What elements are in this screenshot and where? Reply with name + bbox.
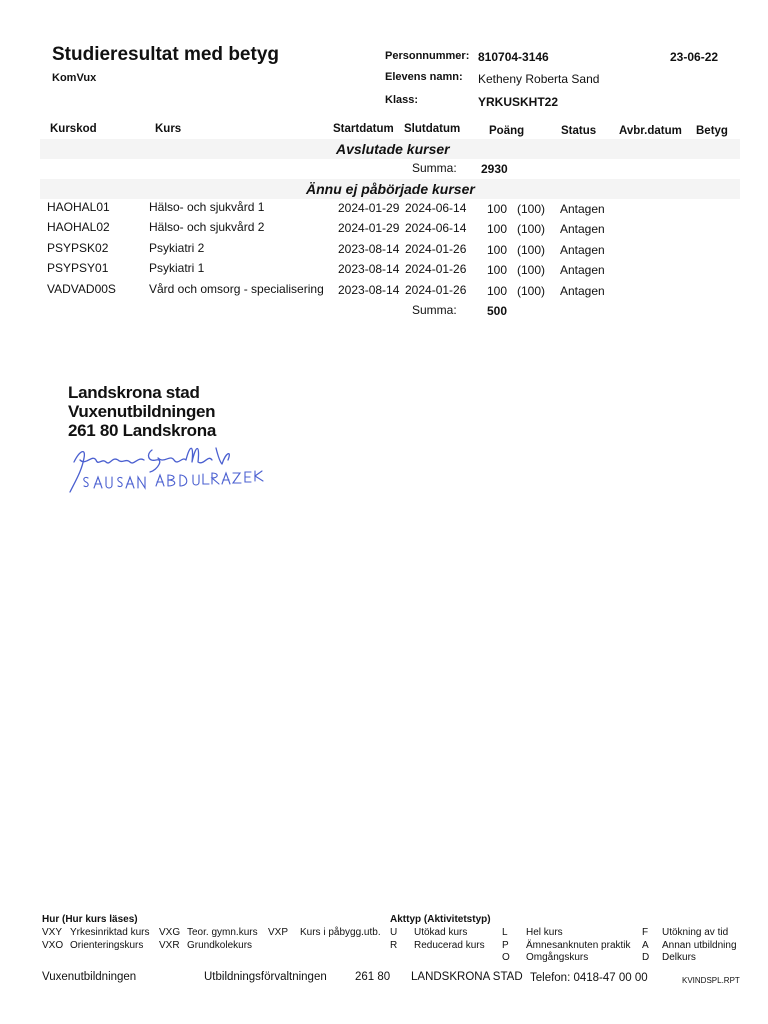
legend-text: Hel kurs [526,927,563,938]
legend-code: U [390,927,398,938]
course-points: 100 [487,263,508,277]
student-name-label: Elevens namn: [385,71,463,83]
course-start: 2023-08-14 [338,262,400,276]
course-name: Hälso- och sjukvård 2 [149,220,265,234]
course-name: Hälso- och sjukvård 1 [149,200,265,214]
signature-name [90,478,178,487]
legend-text: Grundkolekurs [187,940,253,951]
legend-text: Omgångskurs [526,952,589,963]
course-start: 2024-01-29 [338,221,400,235]
course-code: PSYPSY01 [47,261,109,275]
footer-postcode: 261 80 [355,971,391,983]
legend-code: VXO [42,940,64,951]
course-end: 2024-01-26 [405,262,467,276]
col-status: Status [561,125,597,137]
footer-city: LANDSKRONA STAD [411,971,523,983]
legend-code: P [502,940,509,951]
course-start: 2024-01-29 [338,201,400,215]
col-avbrdatum: Avbr.datum [619,125,682,137]
legend-text: Yrkesinriktad kurs [70,927,150,938]
col-poang: Poäng [489,125,525,137]
course-status: Antagen [560,284,605,298]
course-name: Psykiatri 2 [149,241,205,255]
legend-text: Utökad kurs [414,927,468,938]
section-title-upcoming: Ännu ej påbörjade kurser [306,181,475,197]
course-points-paren: (100) [517,263,546,277]
course-start: 2023-08-14 [338,242,400,256]
footer-org: Vuxenutbildningen [42,971,137,983]
course-points-paren: (100) [517,222,546,236]
personnummer-value: 810704-3146 [478,50,549,64]
course-points: 100 [487,243,508,257]
legend-text: Delkurs [662,952,696,963]
legend-text: Annan utbildning [662,940,737,951]
course-points-paren: (100) [517,284,546,298]
course-status: Antagen [560,222,605,236]
course-points: 100 [487,222,508,236]
sum-value-upcoming: 500 [487,304,508,318]
legend-code: A [642,940,649,951]
class-label: Klass: [385,94,419,106]
page-subtitle: KomVux [52,72,97,84]
col-kurs: Kurs [155,123,182,135]
col-kurskod: Kurskod [50,123,97,135]
student-name-value: Ketheny Roberta Sand [478,72,600,86]
course-end: 2024-01-26 [405,283,467,297]
signature [66,440,276,500]
course-code: PSYPSK02 [47,241,109,255]
course-code: VADVAD00S [47,282,116,296]
sum-label-completed: Summa: [412,161,457,175]
col-slutdatum: Slutdatum [404,123,461,135]
course-name: Psykiatri 1 [149,261,205,275]
footer-report-id: KVINDSPL.RPT [682,976,740,985]
course-status: Antagen [560,263,605,277]
legend-code: VXG [159,927,181,938]
legend-hur-title: Hur (Hur kurs läses) [42,914,138,925]
col-startdatum: Startdatum [333,123,394,135]
stamp-line-1: Landskrona stad [68,383,200,402]
legend-code: R [390,940,398,951]
legend-text: Ämnesanknuten praktik [526,940,631,951]
legend-code: L [502,927,508,938]
legend-code: VXR [159,940,180,951]
course-points-paren: (100) [517,243,546,257]
stamp-line-2: Vuxenutbildningen [68,402,216,421]
legend-code: D [642,952,650,963]
footer-dept: Utbildningsförvaltningen [204,971,327,983]
legend-code: VXY [42,927,63,938]
course-name: Vård och omsorg - specialisering [149,282,324,296]
course-start: 2023-08-14 [338,283,400,297]
legend-code: VXP [268,927,289,938]
personnummer-label: Personnummer: [385,50,470,62]
course-status: Antagen [560,202,605,216]
course-points: 100 [487,284,508,298]
legend-text: Kurs i påbygg.utb. [300,927,381,938]
course-end: 2024-06-14 [405,201,467,215]
page-title: Studieresultat med betyg [52,44,279,65]
legend-text: Teor. gymn.kurs [187,927,258,938]
course-code: HAOHAL02 [47,220,110,234]
legend-code: F [642,927,649,938]
stamp-line-3: 261 80 Landskrona [68,421,216,440]
course-end: 2024-06-14 [405,221,467,235]
course-points: 100 [487,202,508,216]
section-title-completed: Avslutade kurser [336,141,450,157]
course-points-paren: (100) [517,202,546,216]
course-code: HAOHAL01 [47,200,110,214]
legend-code: O [502,952,510,963]
footer-phone: Telefon: 0418-47 00 00 [530,972,648,984]
sum-label-upcoming: Summa: [412,303,457,317]
sum-value-completed: 2930 [481,162,508,176]
document-date: 23-06-22 [670,50,719,64]
legend-text: Reducerad kurs [414,940,485,951]
course-end: 2024-01-26 [405,242,467,256]
legend-akttyp-title: Akttyp (Aktivitetstyp) [390,914,491,925]
legend-text: Utökning av tid [662,927,729,938]
col-betyg: Betyg [696,125,728,137]
class-value: YRKUSKHT22 [478,95,559,109]
legend-text: Orienteringskurs [70,940,144,951]
course-status: Antagen [560,243,605,257]
